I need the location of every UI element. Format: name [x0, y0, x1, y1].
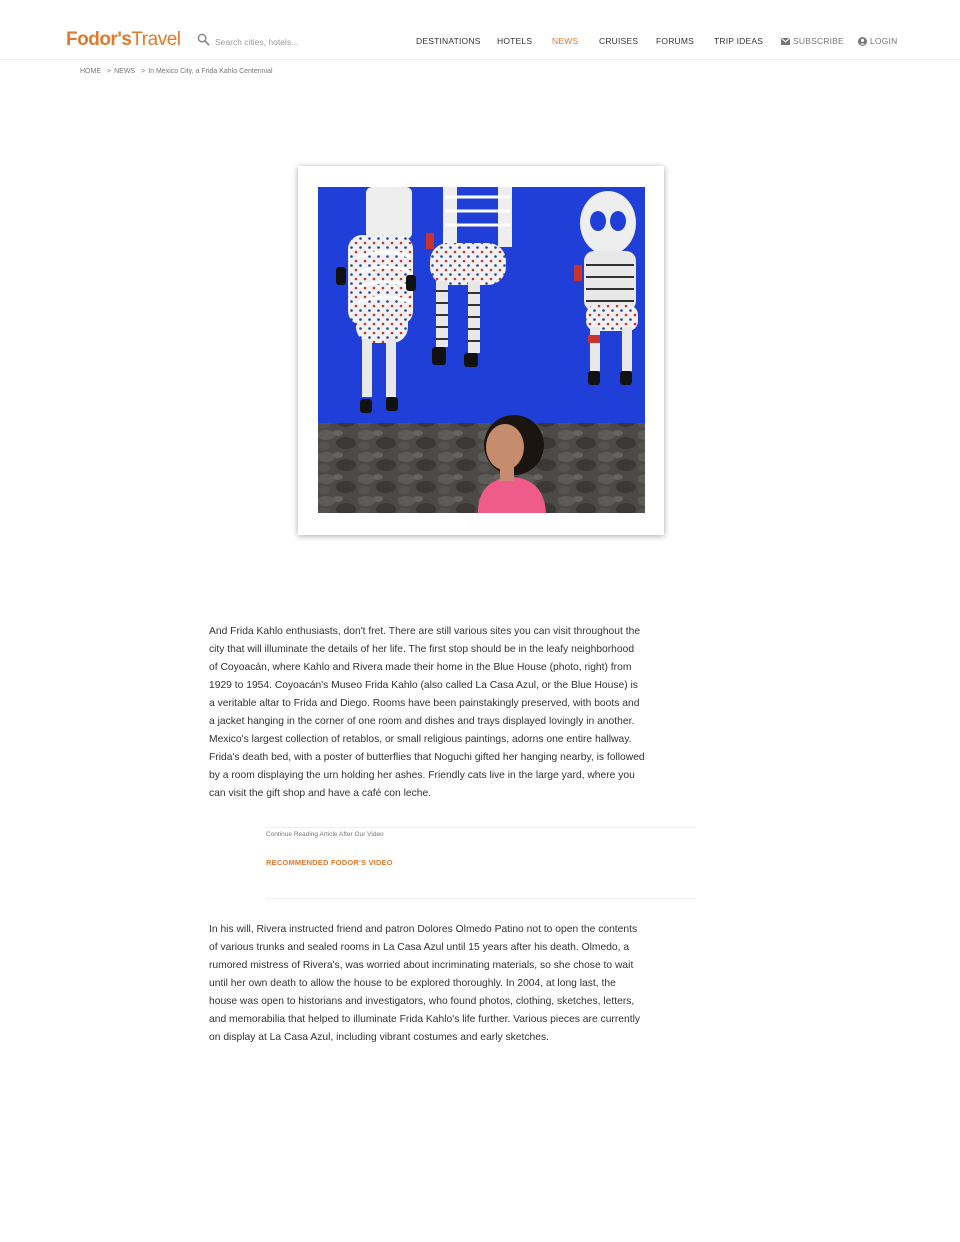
recommended-video-block [266, 827, 696, 899]
login-link[interactable] [858, 36, 897, 46]
nav-trip-ideas[interactable]: TRIP IDEAS [714, 36, 764, 46]
login-label: LOGIN [870, 36, 898, 46]
article-paragraph-2: In his will, Rivera instructed friend and patron Dolores Olmedo Patino not to open the contents of various trunks and sealed rooms in La Casa Azul until 15 years after his death. Olmedo, a rumored mistress of Rivera's, was worried about incriminating materials, so she chose to wait until her own death to allow the house to be explored thoroughly. In 2004, at long last, the house was open to historians and investigators, who found photos, clothing, sketches, letters, and memorabilia that helped to illuminate Frida Kahlo's life further. Various pieces are currently on display at La Casa Azul, including vibrant costumes and early sketches. [209, 924, 641, 1043]
subscribe-link[interactable] [781, 36, 844, 46]
search-input[interactable] [215, 37, 365, 47]
article-paragraph-1: And Frida Kahlo enthusiasts, don't fret. There are still various sites you can visit throughout the city that will illuminate the details of her life. The first stop should be in the leafy neighborhood of Coyoacán, where Kahlo and Rivera made their home in the Blue House (photo, right) from 1929 to 1954. Coyoacán's Museo Frida Kahlo (also called La Casa Azul, or the Blue House) is a veritable altar to Frida and Diego. Rooms have been painstakingly preserved, with boots and a jacket hanging in the corner of one room and dishes and trays displayed lovingly in another. Mexico's largest collection of retablos, or small religious paintings, adorns one entire hallway. Frida's death bed, with a poster of butterflies that Noguchi gifted her hanging nearby, is followed by a room displaying the urn holding her ashes. Friendly cats live in the large yard, where you can visit the gift shop and have a café con leche. [209, 626, 645, 799]
logo-brand: Fodor's [66, 29, 132, 50]
nav-hotels[interactable]: HOTELS [497, 36, 533, 46]
video-note: Continue Reading Article After Our Video [266, 831, 384, 838]
nav-forums[interactable]: FORUMS [656, 36, 695, 46]
recommended-video-label[interactable]: RECOMMENDED FODOR'S VIDEO [266, 858, 393, 867]
envelope-icon [781, 38, 790, 45]
article-photo [298, 166, 664, 535]
logo-suffix: Travel [131, 29, 181, 50]
nav-cruises[interactable]: CRUISES [599, 36, 639, 46]
search-bar [197, 33, 365, 51]
user-icon [858, 37, 867, 46]
breadcrumb-separator: > [107, 68, 112, 75]
casa-azul-photo [318, 187, 645, 513]
breadcrumb-news[interactable]: NEWS [114, 68, 136, 75]
search-icon[interactable] [197, 33, 210, 51]
breadcrumb [80, 68, 276, 75]
breadcrumb-current: In Mexico City, a Frida Kahlo Centennial [148, 68, 273, 75]
site-header [0, 0, 960, 60]
breadcrumb-home[interactable]: HOME [80, 68, 101, 75]
nav-destinations[interactable]: DESTINATIONS [416, 36, 481, 46]
nav-news[interactable]: NEWS [552, 36, 579, 46]
fodors-logo[interactable] [66, 29, 181, 51]
breadcrumb-separator: > [141, 68, 146, 75]
subscribe-label: SUBSCRIBE [793, 36, 844, 46]
